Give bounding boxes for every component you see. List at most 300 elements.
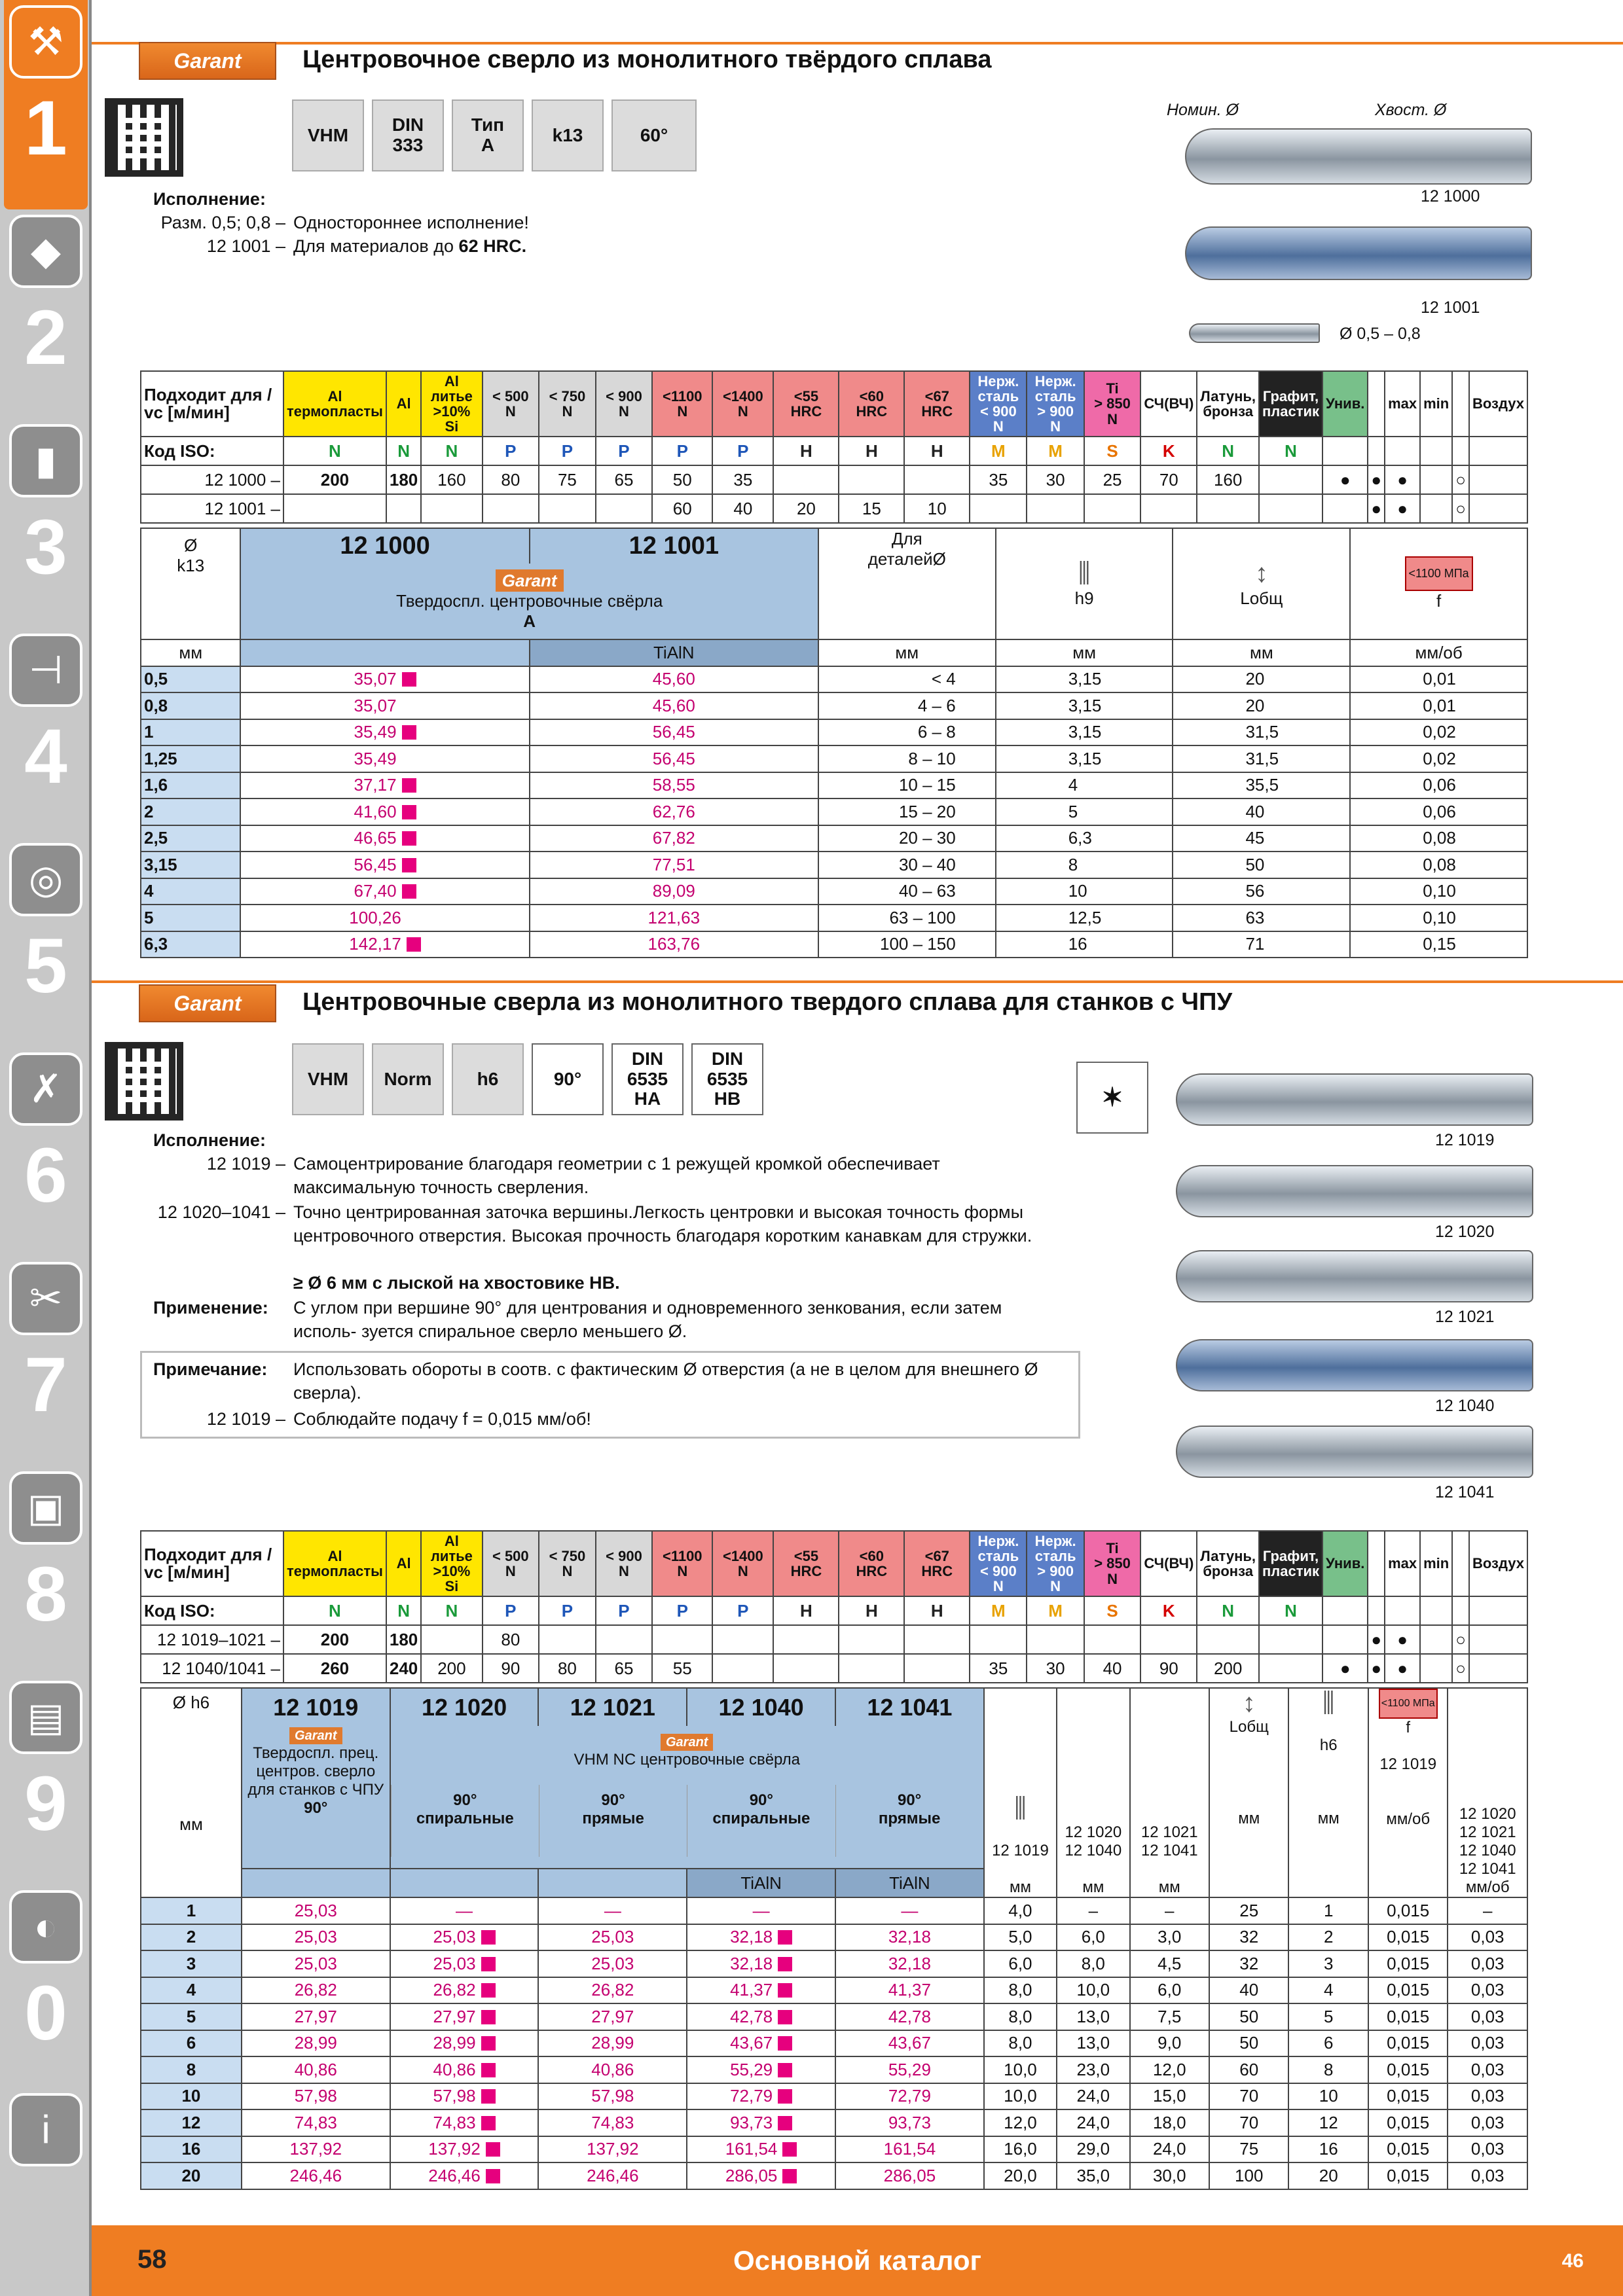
price-cell[interactable]: 43,67 <box>687 2030 835 2057</box>
cutting-speed <box>596 1625 653 1654</box>
cutting-speed <box>539 494 596 523</box>
cutting-speed <box>773 465 839 494</box>
iso-code <box>1368 1596 1385 1625</box>
value-cell: 4,5 <box>1130 1950 1209 1977</box>
price-cell[interactable]: 56,45 <box>240 852 529 878</box>
saw-icon: ◎ <box>9 843 82 916</box>
material-column: Графит, пластик <box>1259 371 1322 437</box>
price-cell[interactable]: 42,78 <box>835 2003 984 2030</box>
stock-marker-icon <box>407 937 421 952</box>
material-column: <55 HRC <box>773 1531 839 1596</box>
stock-marker-icon <box>481 2010 496 2024</box>
value-cell: 4 <box>1288 1977 1368 2004</box>
exec-key: 12 1020–1041 – <box>157 1202 285 1222</box>
value-cell: 4,0 <box>984 1897 1057 1924</box>
feed-header: 12 1020 12 1021 12 1040 12 1041 мм/об <box>1448 1688 1527 1897</box>
sidebar-chapter-6[interactable] <box>4 1047 88 1257</box>
value-cell: 1 <box>1288 1897 1368 1924</box>
price-cell[interactable]: 25,03 <box>242 1924 390 1951</box>
price-cell[interactable]: 25,03 <box>390 1950 539 1977</box>
cutting-speed <box>1259 1654 1322 1683</box>
material-column: Al <box>386 371 421 437</box>
price-cell[interactable]: 40,86 <box>538 2056 687 2083</box>
value-cell: 0,03 <box>1448 2162 1527 2189</box>
exec-label: Исполнение: <box>153 1130 266 1150</box>
iso-code: M <box>1027 1596 1084 1625</box>
value-cell: 0,03 <box>1448 2003 1527 2030</box>
value-cell: 75 <box>1209 2136 1288 2163</box>
material-column: Al термопласты <box>283 371 386 437</box>
sidebar-chapter-info[interactable] <box>4 2088 88 2296</box>
price-cell[interactable]: 25,03 <box>538 1950 687 1977</box>
price-cell[interactable]: 72,79 <box>835 2083 984 2110</box>
price-cell[interactable]: 32,18 <box>835 1950 984 1977</box>
cutting-speed <box>1197 1625 1259 1654</box>
price-table <box>140 1687 1528 2190</box>
sidebar-chapter-7[interactable] <box>4 1257 88 1466</box>
price-cell[interactable]: 286,05 <box>835 2162 984 2189</box>
value-cell: 30,0 <box>1130 2162 1209 2189</box>
iso-code: K <box>1140 437 1197 465</box>
spec-badge: 90° <box>532 1043 604 1115</box>
article-12-1021[interactable]: 12 1021 <box>538 1688 687 1726</box>
cutting-speed: 200 <box>283 465 386 494</box>
price-cell[interactable]: 137,92 <box>538 2136 687 2163</box>
cutting-speed: 180 <box>386 465 421 494</box>
value-cell: 15,0 <box>1130 2083 1209 2110</box>
value-cell: 12,5 <box>996 905 1173 931</box>
value-cell: 10 <box>996 878 1173 905</box>
value-cell: 6,0 <box>1057 1924 1129 1951</box>
price-cell[interactable]: 32,18 <box>687 1924 835 1951</box>
value-cell: 10 – 15 <box>818 772 996 799</box>
value-cell: 25 <box>1209 1897 1288 1924</box>
price-cell[interactable]: 62,76 <box>530 798 818 825</box>
chapter-number: 4 <box>24 713 67 800</box>
price-cell[interactable]: 72,79 <box>687 2083 835 2110</box>
price-cell[interactable]: 74,83 <box>538 2109 687 2136</box>
cutting-speed: 200 <box>1197 1654 1259 1683</box>
qr-code-icon[interactable] <box>105 1042 183 1121</box>
diameter-cell: 5 <box>141 2003 242 2030</box>
price-cell[interactable]: 57,98 <box>242 2083 390 2110</box>
article-12-1000[interactable]: 12 1000 <box>240 528 529 564</box>
diameter-header: Ø k13 <box>141 528 240 639</box>
price-cell[interactable]: — <box>390 1897 539 1924</box>
materials-table <box>140 370 1528 524</box>
stock-marker-icon <box>402 884 416 899</box>
material-column: min <box>1420 371 1452 437</box>
value-cell: 8,0 <box>984 2003 1057 2030</box>
price-cell[interactable]: 100,26 <box>240 905 529 931</box>
material-column: Нерж. сталь > 900 N <box>1027 371 1084 437</box>
value-cell: 9,0 <box>1130 2030 1209 2057</box>
toolbox-icon: ▣ <box>9 1471 82 1545</box>
cutting-speed: ○ <box>1452 494 1469 523</box>
length-group-header: ⫼ 12 1019 мм <box>984 1688 1057 1897</box>
cutting-speed <box>1084 1625 1141 1654</box>
value-cell: 12,0 <box>984 2109 1057 2136</box>
sidebar-chapter-3[interactable] <box>4 419 88 628</box>
article-12-1020[interactable]: 12 1020 <box>390 1688 539 1726</box>
price-cell[interactable]: 25,03 <box>538 1924 687 1951</box>
value-cell: 31,5 <box>1173 745 1350 772</box>
iso-code: P <box>652 1596 712 1625</box>
iso-code <box>1322 437 1368 465</box>
cutting-speed: 55 <box>652 1654 712 1683</box>
price-cell[interactable]: 25,03 <box>242 1897 390 1924</box>
sidebar-chapter-2[interactable] <box>4 209 88 419</box>
spec-badge: VHM <box>292 99 364 171</box>
cutting-speed <box>1259 494 1322 523</box>
sidebar-chapter-1[interactable] <box>4 0 88 209</box>
cutting-speed <box>1197 494 1259 523</box>
table-row <box>141 2136 1527 2163</box>
iso-code: N <box>1259 1596 1322 1625</box>
price-cell[interactable]: 74,83 <box>390 2109 539 2136</box>
drill-image <box>1189 323 1320 343</box>
stock-marker-icon <box>486 2142 500 2157</box>
price-cell[interactable]: 32,18 <box>687 1950 835 1977</box>
cutting-speed <box>483 494 539 523</box>
cutting-speed: 200 <box>421 1654 482 1683</box>
cutting-speed <box>839 465 904 494</box>
cutting-speed <box>1140 1625 1197 1654</box>
price-cell[interactable]: 25,03 <box>242 1950 390 1977</box>
article-12-1041[interactable]: 12 1041 <box>835 1688 984 1726</box>
price-cell[interactable]: 28,99 <box>242 2030 390 2057</box>
material-column: < 750 N <box>539 371 596 437</box>
price-cell[interactable]: 26,82 <box>242 1977 390 2004</box>
value-cell: 0,015 <box>1368 1977 1448 2004</box>
price-cell[interactable]: 41,37 <box>687 1977 835 2004</box>
value-cell: 8,0 <box>1057 1950 1129 1977</box>
price-cell[interactable]: 93,73 <box>835 2109 984 2136</box>
stock-marker-icon <box>481 1930 496 1945</box>
chapter-number: 0 <box>24 1970 67 2056</box>
iso-code: S <box>1084 1596 1141 1625</box>
drill-icon: ⫼ <box>1078 559 1091 588</box>
diameter-cell: 20 <box>141 2162 242 2189</box>
price-cell[interactable]: 57,98 <box>390 2083 539 2110</box>
value-cell: 40 – 63 <box>818 878 996 905</box>
diameter-cell: 1 <box>141 1897 242 1924</box>
tolerance-header: ⫼ h6 мм <box>1288 1688 1368 1897</box>
price-cell[interactable]: 35,49 <box>240 719 529 746</box>
drill-image <box>1176 1073 1533 1126</box>
iso-code-label: Код ISO: <box>141 1596 283 1625</box>
table-row <box>141 772 1527 799</box>
price-cell[interactable]: — <box>835 1897 984 1924</box>
price-cell[interactable]: 45,60 <box>530 666 818 693</box>
iso-code: N <box>421 1596 482 1625</box>
drill-icon: ⫼ <box>1322 1689 1335 1717</box>
material-column: Al литье >10% Si <box>421 371 482 437</box>
price-cell[interactable]: 41,37 <box>835 1977 984 2004</box>
cutting-speed: 40 <box>712 494 773 523</box>
cutting-speed: 90 <box>1140 1654 1197 1683</box>
spec-badge: Тип A <box>452 99 524 171</box>
price-cell[interactable]: 93,73 <box>687 2109 835 2136</box>
value-cell: 4 – 6 <box>818 692 996 719</box>
image-label: 12 1000 <box>1421 187 1480 206</box>
value-cell: 50 <box>1173 852 1350 878</box>
price-cell[interactable]: 27,97 <box>390 2003 539 2030</box>
value-cell: 0,015 <box>1368 2162 1448 2189</box>
price-cell[interactable]: 77,51 <box>530 852 818 878</box>
value-cell: 0,10 <box>1350 878 1527 905</box>
price-cell[interactable]: 56,45 <box>530 745 818 772</box>
article-number: 12 1040/1041 – <box>141 1654 283 1683</box>
value-cell: 10 <box>1288 2083 1368 2110</box>
iso-code: P <box>712 437 773 465</box>
article-12-1040[interactable]: 12 1040 <box>687 1688 835 1726</box>
price-cell[interactable]: 58,55 <box>530 772 818 799</box>
diameter-cell: 4 <box>141 878 240 905</box>
value-cell: 8,0 <box>984 2030 1057 2057</box>
value-cell: 16,0 <box>984 2136 1057 2163</box>
spec-badge: Norm <box>372 1043 444 1115</box>
cutting-speed: ● <box>1385 494 1420 523</box>
spec-badge: DIN 333 <box>372 99 444 171</box>
value-cell: 0,08 <box>1350 825 1527 852</box>
stock-marker-icon <box>782 2142 797 2157</box>
price-cell[interactable]: 37,17 <box>240 772 529 799</box>
garant-logo: Garant <box>139 42 276 80</box>
cutting-speed: ● <box>1385 1654 1420 1683</box>
drill-image <box>1185 226 1532 280</box>
iso-code: N <box>421 437 482 465</box>
stock-marker-icon <box>481 1983 496 1998</box>
value-cell: 0,06 <box>1350 772 1527 799</box>
material-column: СЧ(ВЧ) <box>1140 371 1197 437</box>
spec-badge: 60° <box>611 99 697 171</box>
value-cell: 31,5 <box>1173 719 1350 746</box>
price-cell[interactable]: 163,76 <box>530 931 818 958</box>
one-flute-icon: ✶ <box>1076 1062 1148 1134</box>
price-cell[interactable]: 67,82 <box>530 825 818 852</box>
material-column: < 500 N <box>483 1531 539 1596</box>
iso-code: N <box>386 437 421 465</box>
article-12-1001[interactable]: 12 1001 <box>530 528 818 564</box>
iso-code <box>1469 437 1527 465</box>
sidebar-chapter-9[interactable] <box>4 1676 88 1885</box>
exec-value: Самоцентрирование благодаря геометрии с 1 режущей кромкой обеспечивает максимальную точность сверления. <box>293 1154 940 1197</box>
table-row <box>141 1977 1527 2004</box>
suitable-for-label: Подходит для / vc [м/мин] <box>141 1531 283 1596</box>
drill-image <box>1176 1165 1533 1217</box>
material-column: Al литье >10% Si <box>421 1531 482 1596</box>
price-cell[interactable]: 55,29 <box>687 2056 835 2083</box>
article-number: 12 1019–1021 – <box>141 1625 283 1654</box>
cutting-speed: ● <box>1368 465 1385 494</box>
sidebar-chapter-5[interactable] <box>4 838 88 1047</box>
cutting-speed: ● <box>1385 1625 1420 1654</box>
value-cell: 6,0 <box>1130 1977 1209 2004</box>
insert-icon: ◆ <box>9 215 82 288</box>
table-row <box>141 2162 1527 2189</box>
type-label: 90° спиральные <box>687 1785 835 1857</box>
length-group-header: 12 1020 12 1040 мм <box>1057 1688 1129 1897</box>
cutting-speed: 180 <box>386 1625 421 1654</box>
material-column: Унив. <box>1322 371 1368 437</box>
price-cell[interactable]: 27,97 <box>242 2003 390 2030</box>
price-cell[interactable]: 28,99 <box>390 2030 539 2057</box>
price-cell[interactable]: 43,67 <box>835 2030 984 2057</box>
material-column: Графит, пластик <box>1259 1531 1322 1596</box>
feed-header: <1100 МПа f <box>1350 528 1527 639</box>
material-column: < 750 N <box>539 1531 596 1596</box>
price-cell[interactable]: 25,03 <box>390 1924 539 1951</box>
exec-value: Одностороннее исполнение! <box>293 213 529 232</box>
price-cell[interactable]: 55,29 <box>835 2056 984 2083</box>
price-cell[interactable]: 40,86 <box>390 2056 539 2083</box>
cutting-speed <box>1027 494 1084 523</box>
value-cell: 32 <box>1209 1924 1288 1951</box>
price-cell[interactable]: 35,07 <box>240 692 529 719</box>
price-cell[interactable]: 137,92 <box>390 2136 539 2163</box>
application-text: С углом при вершине 90° для центрования и одновременного зенкования, если затем исполь- зуется спиральное сверло меньшего Ø. <box>293 1298 1002 1341</box>
cutting-speed: 65 <box>596 465 653 494</box>
value-cell: 0,015 <box>1368 2109 1448 2136</box>
cutting-speed <box>1420 465 1452 494</box>
price-cell[interactable]: 246,46 <box>242 2162 390 2189</box>
diameter-header: Ø h6 мм <box>141 1688 242 1897</box>
sidebar-chapter-4[interactable] <box>4 628 88 838</box>
cutting-speed: 35 <box>970 465 1027 494</box>
diameter-cell: 4 <box>141 1977 242 2004</box>
cutting-speed <box>283 494 386 523</box>
value-cell: 20 <box>1173 692 1350 719</box>
price-cell[interactable]: 45,60 <box>530 692 818 719</box>
value-cell: 0,03 <box>1448 1924 1527 1951</box>
cutting-speed <box>712 1625 773 1654</box>
price-cell[interactable]: 161,54 <box>835 2136 984 2163</box>
value-cell: 29,0 <box>1057 2136 1129 2163</box>
value-cell: 8 – 10 <box>818 745 996 772</box>
value-cell: 0,15 <box>1350 931 1527 958</box>
price-cell[interactable]: 67,40 <box>240 878 529 905</box>
value-cell: < 4 <box>818 666 996 693</box>
sidebar-chapter-8[interactable] <box>4 1466 88 1676</box>
price-cell[interactable]: 32,18 <box>835 1924 984 1951</box>
cutting-speed <box>970 1625 1027 1654</box>
image-label: Ø 0,5 – 0,8 <box>1340 325 1421 343</box>
unit <box>390 1869 539 1897</box>
chapter-number: 8 <box>24 1551 67 1638</box>
value-cell: 30 – 40 <box>818 852 996 878</box>
price-cell[interactable]: 286,05 <box>687 2162 835 2189</box>
table-row <box>141 2109 1527 2136</box>
exec-value: Точно центрированная заточка вершины.Легкость центровки и высокая точность формы центровочного отверстия. Высокая прочность благодаря коротким канавкам для стружки. <box>293 1202 1032 1246</box>
drill-icon: ⚒ <box>9 5 82 79</box>
price-cell[interactable]: 121,63 <box>530 905 818 931</box>
stock-marker-icon <box>481 2116 496 2130</box>
material-column: Унив. <box>1322 1531 1368 1596</box>
cutting-speed: ○ <box>1452 1625 1469 1654</box>
price-cell[interactable]: 142,17 <box>240 931 529 958</box>
price-cell[interactable]: 41,60 <box>240 798 529 825</box>
sidebar-chapter-0[interactable] <box>4 1885 88 2094</box>
price-cell[interactable]: 74,83 <box>242 2109 390 2136</box>
caliper-icon: ⊣ <box>9 634 82 707</box>
cutting-speed: 80 <box>483 1625 539 1654</box>
cutting-speed: 80 <box>539 1654 596 1683</box>
cutting-speed <box>1259 1625 1322 1654</box>
iso-code <box>1322 1596 1368 1625</box>
cutting-speed <box>773 1654 839 1683</box>
price-cell[interactable]: — <box>687 1897 835 1924</box>
price-cell[interactable]: 28,99 <box>538 2030 687 2057</box>
spec-badge: VHM <box>292 1043 364 1115</box>
value-cell: 16 <box>1288 2136 1368 2163</box>
suitable-for-label: Подходит для / vc [м/мин] <box>141 371 283 437</box>
note-label: Примечание: <box>153 1359 268 1379</box>
price-cell[interactable]: 26,82 <box>390 1977 539 2004</box>
cutting-speed <box>596 494 653 523</box>
table-row <box>141 1897 1527 1924</box>
iso-code: H <box>839 1596 904 1625</box>
price-cell[interactable]: — <box>538 1897 687 1924</box>
price-cell[interactable]: 57,98 <box>538 2083 687 2110</box>
price-cell[interactable]: 246,46 <box>390 2162 539 2189</box>
iso-code: P <box>483 1596 539 1625</box>
stock-marker-icon <box>778 2063 792 2077</box>
iso-code: P <box>596 437 653 465</box>
material-column: <60 HRC <box>839 1531 904 1596</box>
iso-code-label: Код ISO: <box>141 437 283 465</box>
diameter-cell: 1 <box>141 719 240 746</box>
iso-code <box>1469 1596 1527 1625</box>
material-column: <67 HRC <box>904 1531 970 1596</box>
stock-marker-icon <box>481 2036 496 2051</box>
price-cell[interactable]: 27,97 <box>538 2003 687 2030</box>
price-cell[interactable]: 40,86 <box>242 2056 390 2083</box>
price-cell[interactable]: 26,82 <box>538 1977 687 2004</box>
price-cell[interactable]: 42,78 <box>687 2003 835 2030</box>
price-cell[interactable]: 246,46 <box>538 2162 687 2189</box>
article-12-1019[interactable]: 12 1019 <box>242 1688 390 1726</box>
iso-code: M <box>1027 437 1084 465</box>
material-column: <1400 N <box>712 371 773 437</box>
cutting-speed: 20 <box>773 494 839 523</box>
price-cell[interactable]: 161,54 <box>687 2136 835 2163</box>
value-cell: 24,0 <box>1130 2136 1209 2163</box>
price-cell[interactable]: 137,92 <box>242 2136 390 2163</box>
product-description: Garant VHM NC центровочные свёрла 90° спиральные 90° прямые 90° спиральные 90° прямые <box>390 1726 984 1869</box>
price-cell[interactable]: 56,45 <box>530 719 818 746</box>
price-cell[interactable]: 46,65 <box>240 825 529 852</box>
diameter-cell: 3 <box>141 1950 242 1977</box>
cutting-speed <box>421 1625 482 1654</box>
iso-code <box>1368 437 1385 465</box>
image-label: 12 1041 <box>1435 1483 1495 1501</box>
material-column: Ti > 850 N <box>1084 371 1141 437</box>
cutting-speed: ● <box>1385 465 1420 494</box>
chapter-number: 5 <box>24 923 67 1009</box>
section-title: Центровочное сверло из монолитного твёрдого сплава <box>302 46 992 73</box>
length-icon: ↕ <box>1254 559 1268 588</box>
value-cell: 7,5 <box>1130 2003 1209 2030</box>
product-description: Garant Твердоспл. центровочные свёрла A <box>240 564 818 639</box>
qr-code-icon[interactable] <box>105 98 183 177</box>
cutting-speed: 60 <box>652 494 712 523</box>
price-cell[interactable]: 89,09 <box>530 878 818 905</box>
diameter-cell: 6,3 <box>141 931 240 958</box>
value-cell: 3 <box>1288 1950 1368 1977</box>
price-cell[interactable]: 35,49 <box>240 745 529 772</box>
price-cell[interactable]: 35,07 <box>240 666 529 693</box>
